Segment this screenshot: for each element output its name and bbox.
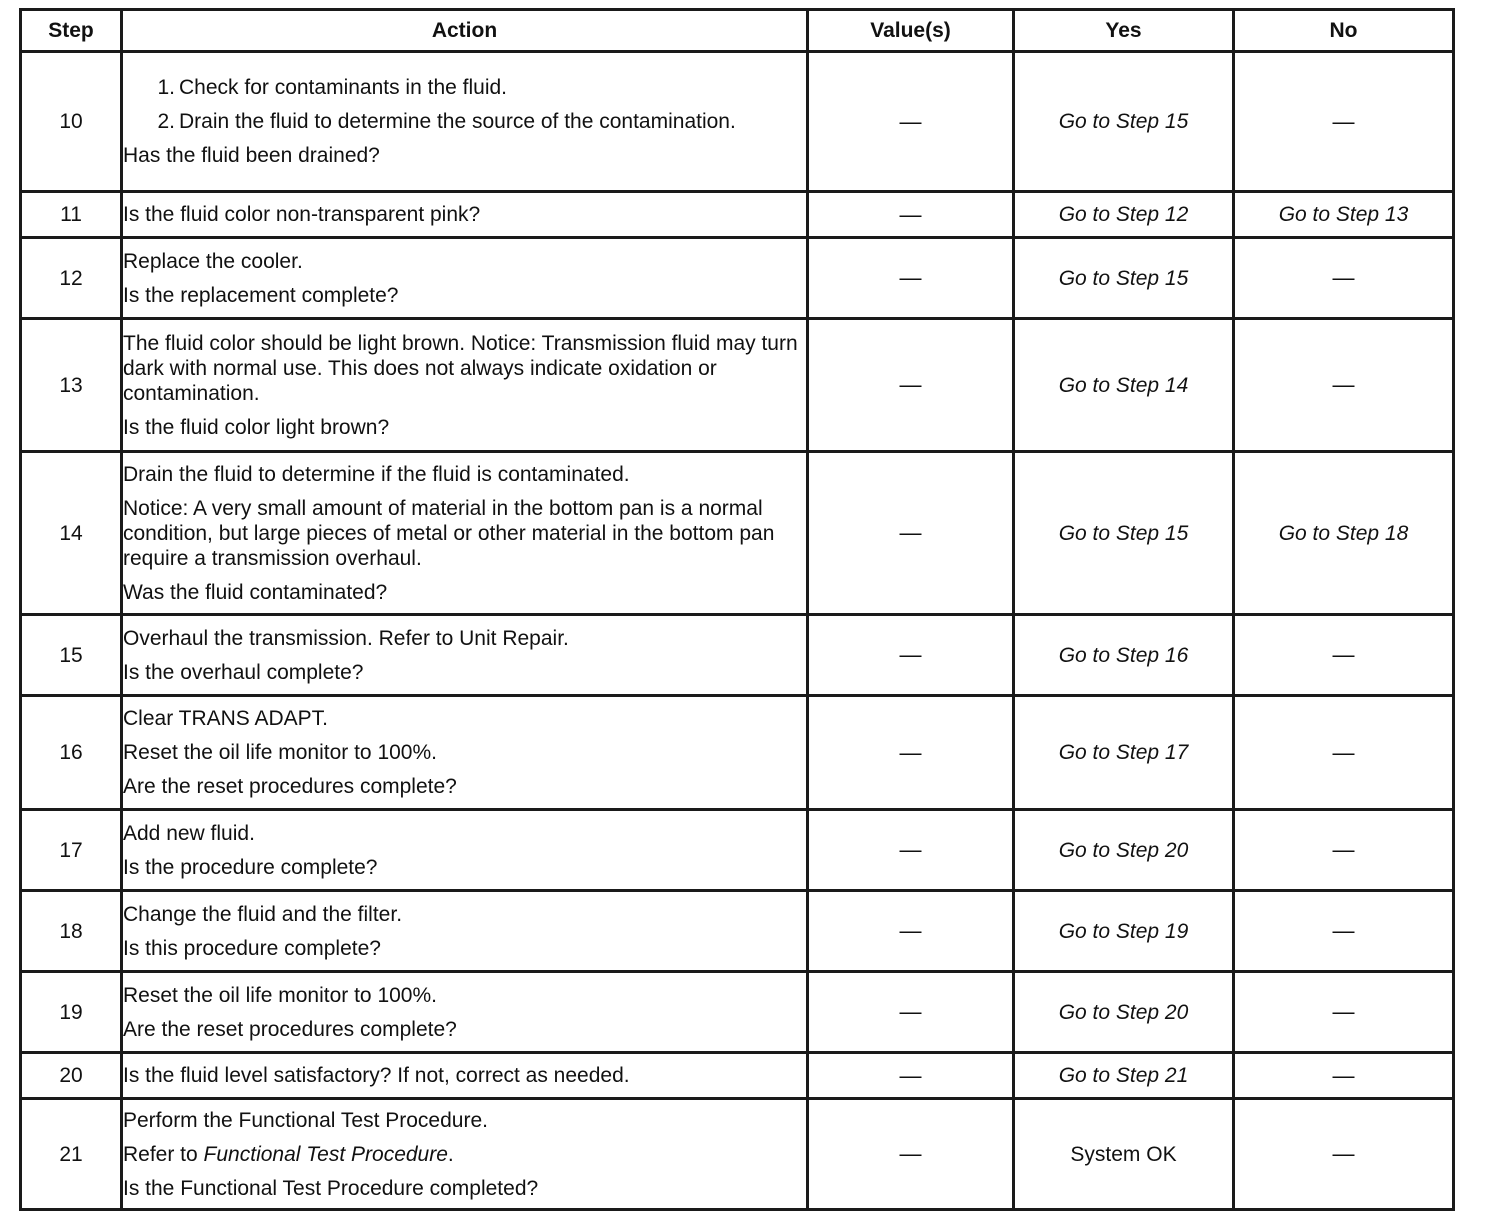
instruction-text: The fluid color should be light brown. Notice: Transmission fluid may turn dark with normal use. This does not always indicate oxidation or contamination. [123,331,798,405]
value-cell [808,696,1014,810]
question-text: Are the reset procedures complete? [123,1017,457,1041]
dash: — [1332,265,1355,290]
step-number: 11 [21,192,122,238]
table-row [21,192,1454,238]
dash: — [1332,1062,1355,1088]
dash: — [1332,108,1355,134]
table-row [21,1099,1454,1210]
dash: — [1332,837,1355,862]
dash: — [1332,999,1355,1024]
step-number: 14 [21,452,122,615]
yes-cell: Go to Step 15 [1014,452,1234,615]
yes-cell: Go to Step 12 [1014,192,1234,238]
value-cell [808,192,1014,238]
step-number: 15 [21,615,122,696]
no-cell [1234,1099,1454,1210]
table-row [21,891,1454,972]
action-cell [122,192,808,238]
diagnostic-table [19,8,1455,1211]
step-number: 17 [21,810,122,891]
yes-cell: Go to Step 15 [1014,52,1234,192]
question-text: Is the procedure complete? [123,855,378,879]
header-yes: Yes [1014,10,1234,52]
action-cell [122,52,808,192]
dash: — [899,265,922,290]
no-cell [1234,319,1454,452]
functional-test-procedure-link[interactable]: Functional Test Procedure [203,1142,448,1166]
table-row [21,1053,1454,1099]
yes-cell: System OK [1014,1099,1234,1210]
value-cell [808,810,1014,891]
table-row [21,319,1454,452]
yes-cell: Go to Step 20 [1014,810,1234,891]
refer-suffix: . [447,1142,454,1166]
dash: — [1332,372,1355,397]
value-cell [808,52,1014,192]
no-cell [1234,52,1454,192]
dash: — [899,837,922,862]
action-cell [122,238,808,319]
dash: — [899,642,922,667]
ordered-list [123,75,806,134]
step-number: 20 [21,1053,122,1099]
table-row [21,615,1454,696]
list-number: 1. [157,76,175,99]
action-cell [122,1099,808,1210]
header-action: Action [122,10,808,52]
instruction-text: Add new fluid. [123,821,255,845]
value-cell [808,615,1014,696]
header-no: No [1234,10,1454,52]
step-number: 21 [21,1099,122,1210]
instruction-text: Perform the Functional Test Procedure. [123,1108,488,1132]
list-number: 2. [157,110,175,133]
action-cell [122,891,808,972]
refer-prefix: Refer to [123,1142,204,1166]
question-text: Is the replacement complete? [123,283,399,307]
list-item [123,75,806,100]
dash: — [899,918,922,943]
value-cell [808,319,1014,452]
value-cell [808,452,1014,615]
action-cell [122,452,808,615]
dash: — [899,372,922,397]
step-number: 12 [21,238,122,319]
action-cell [122,615,808,696]
dash: — [899,739,922,765]
table-row [21,696,1454,810]
question-text: Has the fluid been drained? [123,144,380,167]
no-cell [1234,615,1454,696]
no-cell [1234,1053,1454,1099]
yes-cell: Go to Step 21 [1014,1053,1234,1099]
list-item [123,109,806,134]
instruction-text: Overhaul the transmission. Refer to Unit Repair. [123,626,569,650]
notice-text: Notice: A very small amount of material in the bottom pan is a normal condition, but large pieces of metal or other material in the bottom pan require a transmission overhaul. [123,496,775,570]
value-cell [808,891,1014,972]
dash: — [899,520,922,545]
dash: — [1332,642,1355,667]
value-cell [808,972,1014,1053]
no-cell: Go to Step 13 [1234,192,1454,238]
dash: — [1332,739,1355,765]
value-cell [808,1053,1014,1099]
dash: — [899,108,922,134]
table-row [21,972,1454,1053]
refer-line [123,1142,806,1167]
no-cell [1234,238,1454,319]
no-cell [1234,810,1454,891]
yes-cell: Go to Step 14 [1014,319,1234,452]
table-row [21,52,1454,192]
yes-cell: Go to Step 19 [1014,891,1234,972]
dash: — [899,201,922,227]
action-cell [122,319,808,452]
dash: — [1332,1141,1355,1166]
step-number: 19 [21,972,122,1053]
table-row [21,238,1454,319]
no-cell [1234,891,1454,972]
step-number: 16 [21,696,122,810]
yes-cell: Go to Step 20 [1014,972,1234,1053]
question-text: Is the fluid color light brown? [123,415,390,439]
no-cell [1234,972,1454,1053]
dash: — [1332,918,1355,943]
dash: — [899,1141,922,1166]
question-text: Is the fluid color non-transparent pink? [123,203,481,226]
instruction-text: Reset the oil life monitor to 100%. [123,983,437,1007]
dash: — [899,1062,922,1088]
instruction-text: Change the fluid and the filter. [123,902,403,926]
action-cell [122,1053,808,1099]
yes-cell: Go to Step 16 [1014,615,1234,696]
list-text: Check for contaminants in the fluid. [179,76,508,99]
question-text: Was the fluid contaminated? [123,580,388,604]
action-cell [122,810,808,891]
step-number: 18 [21,891,122,972]
instruction-text: Reset the oil life monitor to 100%. [123,741,437,764]
no-cell: Go to Step 18 [1234,452,1454,615]
value-cell [808,1099,1014,1210]
question-text: Is this procedure complete? [123,936,381,960]
header-values: Value(s) [808,10,1014,52]
step-number: 13 [21,319,122,452]
instruction-text: Drain the fluid to determine if the fluid is contaminated. [123,462,630,486]
question-text: Is the Functional Test Procedure completed? [123,1176,539,1200]
action-cell [122,972,808,1053]
header-step: Step [21,10,122,52]
instruction-text: Clear TRANS ADAPT. [123,707,329,730]
instruction-text: Replace the cooler. [123,249,303,273]
header-row [21,10,1454,52]
value-cell [808,238,1014,319]
table-row [21,452,1454,615]
question-text: Is the overhaul complete? [123,660,364,684]
question-text: Are the reset procedures complete? [123,775,457,798]
table-row [21,810,1454,891]
question-text: Is the fluid level satisfactory? If not, correct as needed. [123,1064,630,1087]
list-text: Drain the fluid to determine the source of the contamination. [179,110,736,133]
step-number: 10 [21,52,122,192]
dash: — [899,999,922,1024]
no-cell [1234,696,1454,810]
yes-cell: Go to Step 15 [1014,238,1234,319]
yes-cell: Go to Step 17 [1014,696,1234,810]
action-cell [122,696,808,810]
